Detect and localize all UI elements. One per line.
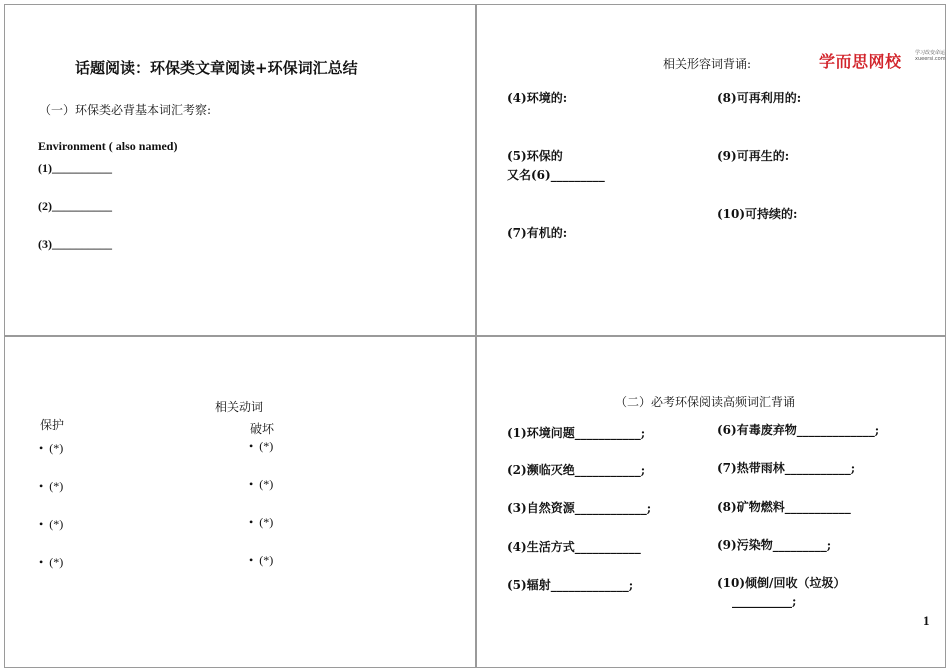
vocab-item-10-blank: __________; <box>732 594 797 608</box>
protect-column-title: 保护 <box>40 418 65 432</box>
slide-bottom-left <box>4 336 476 668</box>
list-item: • (*) <box>39 555 64 569</box>
adjectives-heading: 相关形容词背诵: <box>663 57 752 71</box>
adj-item-6: 又名(6)_________ <box>507 168 605 182</box>
vocab-item-6: (6)有毒废弃物_____________; <box>717 423 880 437</box>
environment-label: Environment ( also named) <box>38 139 178 153</box>
list-item: • (*) <box>39 441 64 455</box>
vocab-item-7: (7)热带雨林___________; <box>717 461 856 475</box>
section-heading-1: （一）环保类必背基本词汇考察: <box>39 103 212 117</box>
adj-item-5: (5)环保的 <box>507 149 563 163</box>
vocab-item-4: (4)生活方式___________ <box>507 540 641 554</box>
vocab-item-1: (1)环境问题___________; <box>507 426 646 440</box>
slide-top-right <box>476 4 946 336</box>
adj-item-10: (10)可持续的: <box>717 207 798 221</box>
verbs-heading: 相关动词 <box>215 400 264 414</box>
adj-item-8: (8)可再利用的: <box>717 91 802 105</box>
list-item: • (*) <box>249 477 274 491</box>
vocab-item-9: (9)污染物_________; <box>717 538 832 552</box>
list-item: • (*) <box>39 479 64 493</box>
adj-item-7: (7)有机的: <box>507 226 568 240</box>
vocab-item-10: (10)倾倒/回收（垃圾） <box>717 576 846 590</box>
logo-text: 学而思网校 <box>819 52 902 71</box>
logo-subtext: 学习改变命运 xueersi.com <box>915 50 946 62</box>
adj-item-9: (9)可再生的: <box>717 149 790 163</box>
slide-bottom-right <box>476 336 946 668</box>
list-item: • (*) <box>249 439 274 453</box>
blank-item-3: (3)__________ <box>38 237 112 251</box>
adj-item-4: (4)环境的: <box>507 91 568 105</box>
vocab-item-5: (5)辐射_____________; <box>507 578 634 592</box>
blank-item-2: (2)__________ <box>38 199 112 213</box>
destroy-column-title: 破坏 <box>250 422 275 436</box>
blank-item-1: (1)__________ <box>38 161 112 175</box>
list-item: • (*) <box>39 517 64 531</box>
page-title: 话题阅读：环保类文章阅读+环保词汇总结 <box>75 59 358 77</box>
section-heading-2: （二）必考环保阅读高频词汇背诵 <box>615 395 796 409</box>
vocab-item-3: (3)自然资源____________; <box>507 501 652 515</box>
list-item: • (*) <box>249 515 274 529</box>
xueersi-logo <box>819 49 946 72</box>
list-item: • (*) <box>249 553 274 567</box>
page-number: 1 <box>923 613 930 628</box>
slide-top-left <box>4 4 476 336</box>
vocab-item-2: (2)濒临灭绝___________; <box>507 463 646 477</box>
vocab-item-8: (8)矿物燃料___________ <box>717 500 851 514</box>
